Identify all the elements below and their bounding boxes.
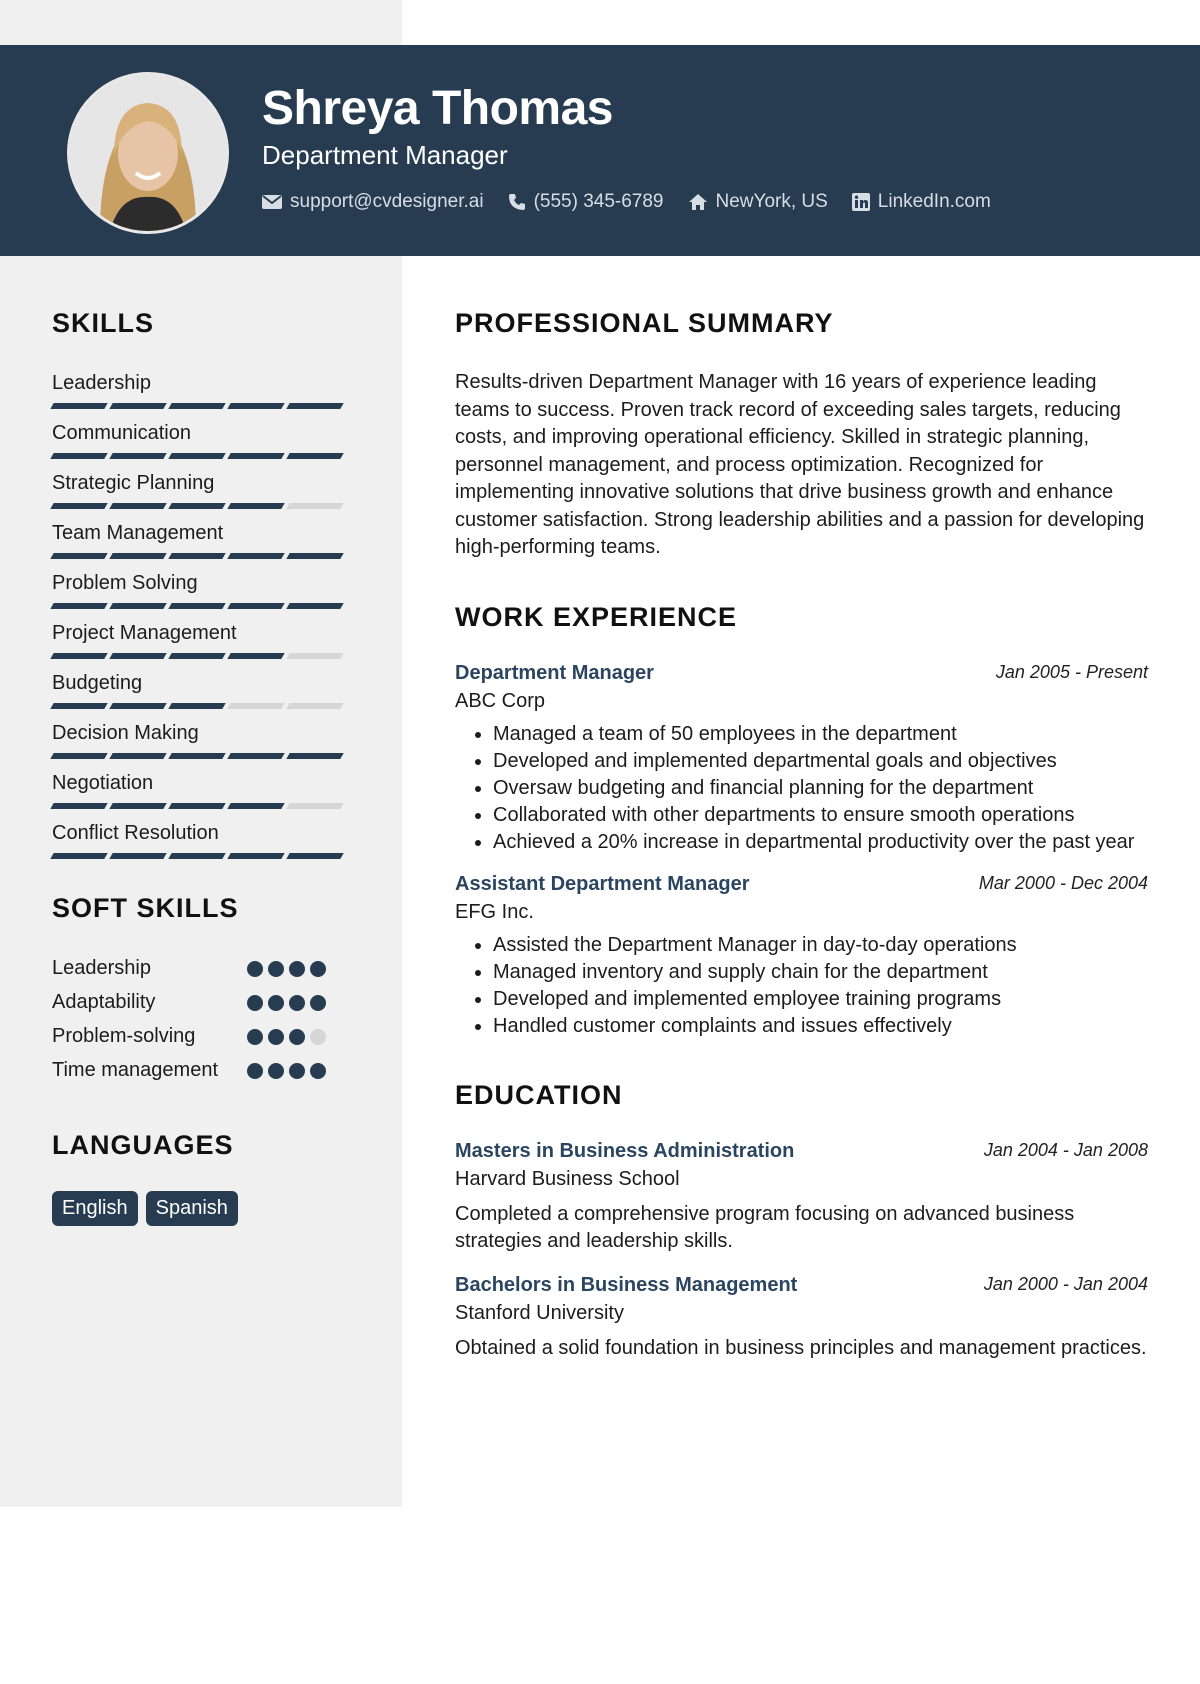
job-dates: Mar 2000 - Dec 2004 [978,872,1148,893]
rating-dot [268,1029,284,1045]
skill-item [52,671,352,721]
job-bullets [455,721,1148,856]
skill-level-bar [52,703,342,709]
skill-level-segment [168,453,225,459]
degree-title: Masters in Business Administration [455,1139,795,1162]
candidate-title: Department Manager [262,140,508,170]
skill-level-segment [50,853,107,859]
soft-skill-rating [247,995,326,1011]
contact-linkedin-text: LinkedIn.com [877,191,991,212]
skill-name: Communication [52,422,191,444]
skill-level-segment [50,453,107,459]
education-entry [455,1271,1148,1362]
skill-item [52,371,352,421]
home-icon [688,193,708,211]
skill-name: Negotiation [52,772,154,794]
skill-level-bar [52,753,342,759]
skills-heading: SKILLS [52,308,155,338]
phone-icon [508,193,526,211]
skill-level-segment [50,603,107,609]
skill-level-segment [109,553,166,559]
contact-list [262,191,1015,213]
job-bullet: • Managed inventory and supply chain for the department [493,959,1148,986]
soft-skill-rating [247,961,326,977]
soft-skill-name: Adaptability [52,991,156,1013]
skill-level-segment [168,553,225,559]
rating-dot [310,995,326,1011]
job-bullet: • Managed a team of 50 employees in the department [493,721,1148,748]
education-description: Obtained a solid foundation in business principles and management practices. [455,1336,1147,1359]
language-tag: Spanish [146,1191,238,1226]
languages-list [52,1191,352,1226]
rating-dot [268,995,284,1011]
skill-level-bar [52,553,342,559]
skill-level-segment [50,553,107,559]
skill-level-bar [52,603,342,609]
rating-dot [268,1063,284,1079]
degree-title: Bachelors in Business Management [455,1273,798,1296]
soft-skill-name: Problem-solving [52,1025,196,1047]
soft-skill-item [52,988,352,1022]
education-description: Completed a comprehensive program focusing on advanced business strategies and leadership skills. [455,1202,1075,1252]
skill-level-segment [109,403,166,409]
job-entry [455,659,1148,856]
education-entry [455,1137,1148,1255]
skill-level-segment [109,803,166,809]
soft-skill-item [52,1056,352,1090]
skill-level-segment [286,653,343,659]
contact-email-text: support@cvdesigner.ai [290,191,484,212]
skill-name: Team Management [52,522,224,544]
skill-level-bar [52,403,342,409]
skill-level-segment [286,853,343,859]
rating-dot [310,1063,326,1079]
skill-name: Leadership [52,372,151,394]
resume-header [0,45,1200,256]
skill-level-bar [52,803,342,809]
job-bullet: • Assisted the Department Manager in day-to-day operations [493,932,1148,959]
skill-level-segment [50,753,107,759]
experience-heading: WORK EXPERIENCE [455,601,738,632]
job-company: ABC Corp [455,689,546,712]
skill-level-segment [227,703,284,709]
skill-level-segment [109,603,166,609]
skill-level-segment [109,753,166,759]
rating-dot [310,961,326,977]
skill-level-segment [168,403,225,409]
skill-level-segment [286,803,343,809]
contact-linkedin[interactable] [852,191,991,213]
jobs-list [455,659,1148,1040]
rating-dot [268,961,284,977]
skill-level-segment [109,453,166,459]
skill-level-segment [50,503,107,509]
skill-item [52,621,352,671]
skill-level-bar [52,453,342,459]
skill-name: Decision Making [52,722,199,744]
education-dates: Jan 2000 - Jan 2004 [983,1273,1148,1294]
soft-skills-list [52,954,352,1090]
rating-dot [310,1029,326,1045]
job-bullets [455,932,1148,1040]
job-bullet: • Developed and implemented departmental goals and objectives [493,748,1148,775]
skill-level-segment [227,853,284,859]
rating-dot [247,995,263,1011]
profile-photo [67,72,229,234]
skill-level-segment [227,553,284,559]
skill-level-segment [227,653,284,659]
skill-name: Budgeting [52,672,143,694]
skill-level-segment [168,703,225,709]
skill-level-segment [168,603,225,609]
soft-skill-rating [247,1029,326,1045]
sidebar-column [52,280,352,1226]
rating-dot [247,961,263,977]
skill-level-segment [286,703,343,709]
job-bullet: • Developed and implemented employee training programs [493,986,1148,1013]
skill-level-segment [50,803,107,809]
skill-level-segment [168,653,225,659]
education-dates: Jan 2004 - Jan 2008 [983,1139,1148,1160]
school-name: Harvard Business School [455,1167,680,1190]
skill-level-segment [286,403,343,409]
soft-skill-name: Time management [52,1059,218,1081]
linkedin-icon [852,193,870,211]
languages-heading: LANGUAGES [52,1130,234,1160]
contact-email[interactable] [262,191,484,213]
summary-heading: PROFESSIONAL SUMMARY [455,308,834,338]
skill-level-segment [227,403,284,409]
rating-dot [289,961,305,977]
job-title: Assistant Department Manager [455,872,750,895]
summary-text: Results-driven Department Manager with 16 years of experience leading teams to success. Proven track record of exceeding sales targets, reducing costs, and improving operational efficiency. Skilled in strategic planning, personnel management, and process optimization. Recognized for implementing innovative solutions that drive business growth and enhance customer satisfaction. Strong leadership abilities and a passion for developing high-performing teams. [455,371,1145,558]
skill-level-segment [286,503,343,509]
soft-skill-name: Leadership [52,957,151,979]
skills-list [52,371,352,871]
job-bullet: • Achieved a 20% increase in departmental productivity over the past year [493,829,1148,856]
rating-dot [289,1063,305,1079]
skill-level-bar [52,853,342,859]
skill-level-segment [109,853,166,859]
skill-level-segment [168,753,225,759]
skill-level-segment [168,853,225,859]
skill-level-segment [227,503,284,509]
job-title: Department Manager [455,661,654,684]
skill-name: Strategic Planning [52,472,215,494]
skill-level-bar [52,503,342,509]
rating-dot [247,1063,263,1079]
skill-level-segment [227,753,284,759]
soft-skill-item [52,1022,352,1056]
job-bullet: • Collaborated with other departments to ensure smooth operations [493,802,1148,829]
skill-item [52,821,352,871]
soft-skills-heading: SOFT SKILLS [52,893,239,923]
contact-phone[interactable] [508,191,664,213]
contact-phone-text: (555) 345-6789 [533,191,664,212]
contact-location-text: NewYork, US [715,191,828,212]
skill-item [52,471,352,521]
skill-name: Project Management [52,622,237,644]
job-bullet: • Handled customer complaints and issues effectively [493,1013,1148,1040]
skill-item [52,721,352,771]
skill-item [52,771,352,821]
job-entry [455,870,1148,1040]
main-column [455,280,1148,1362]
soft-skill-item [52,954,352,988]
job-bullet: • Oversaw budgeting and financial planning for the department [493,775,1148,802]
skill-level-segment [286,753,343,759]
skill-level-segment [168,803,225,809]
skill-name: Conflict Resolution [52,822,219,844]
skill-level-segment [50,653,107,659]
skill-name: Problem Solving [52,572,198,594]
skill-level-segment [286,603,343,609]
skill-level-segment [109,653,166,659]
envelope-icon [262,194,282,210]
skill-level-segment [227,453,284,459]
skill-level-segment [168,503,225,509]
education-list [455,1137,1148,1362]
skill-level-segment [286,453,343,459]
skill-item [52,571,352,621]
rating-dot [289,995,305,1011]
skill-level-segment [227,603,284,609]
skill-level-segment [50,703,107,709]
skill-level-segment [109,703,166,709]
education-heading: EDUCATION [455,1079,623,1110]
job-dates: Jan 2005 - Present [995,661,1148,682]
soft-skill-rating [247,1063,326,1079]
rating-dot [247,1029,263,1045]
rating-dot [289,1029,305,1045]
contact-location[interactable] [688,191,828,213]
skill-item [52,421,352,471]
skill-level-segment [286,553,343,559]
skill-level-bar [52,653,342,659]
job-company: EFG Inc. [455,900,534,923]
candidate-name: Shreya Thomas [262,82,613,135]
skill-item [52,521,352,571]
school-name: Stanford University [455,1301,624,1324]
language-tag: English [52,1191,138,1226]
skill-level-segment [109,503,166,509]
skill-level-segment [50,403,107,409]
skill-level-segment [227,803,284,809]
